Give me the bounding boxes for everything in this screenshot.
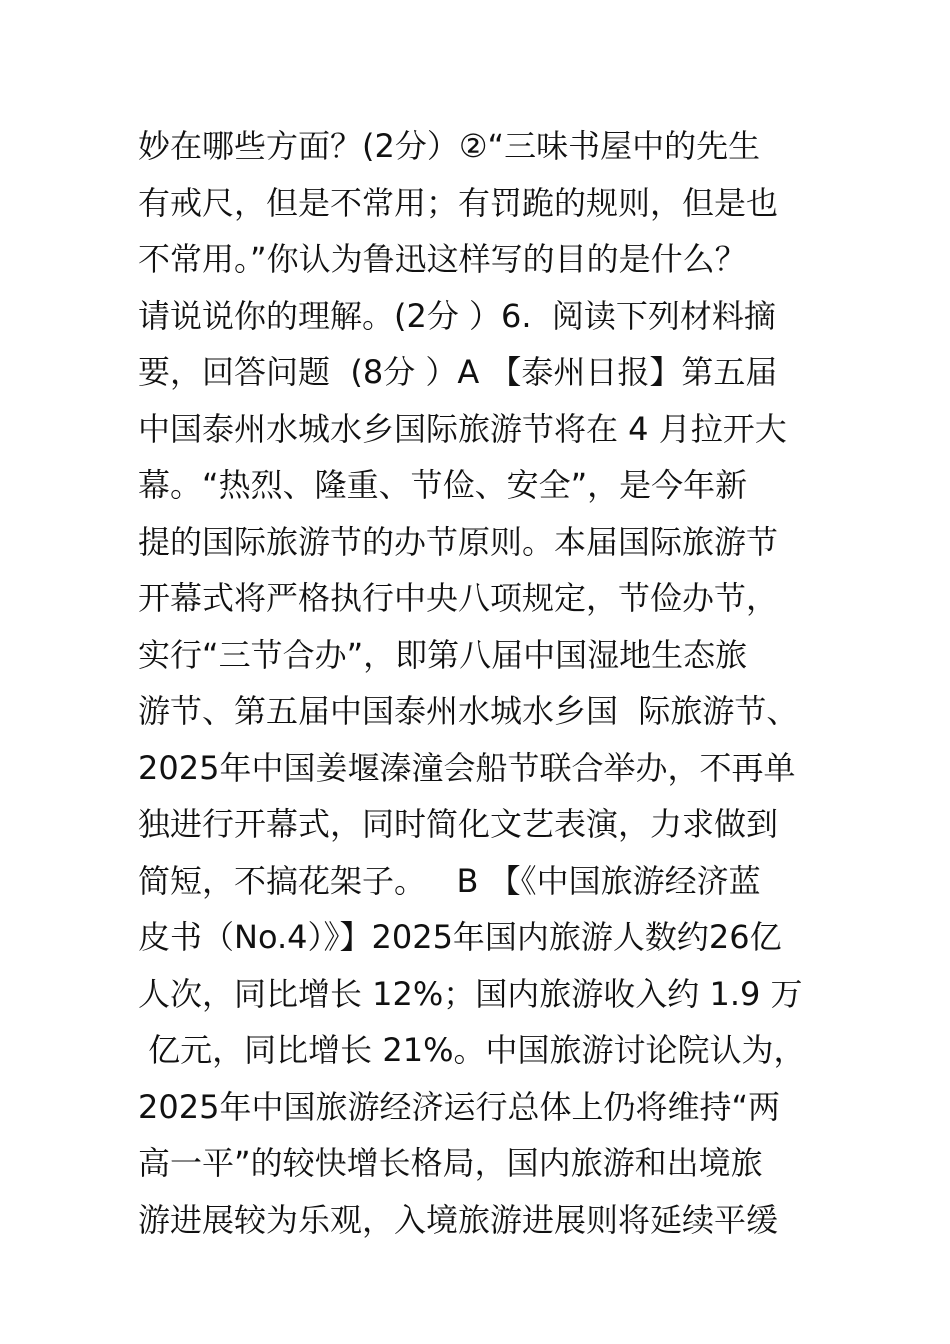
text-line: 实行“三节合办”，即第八届中国湿地生态旅 xyxy=(138,635,748,674)
text-line: 要，回答问题 (8分 ）A 【泰州日报】第五届 xyxy=(138,353,778,391)
body-text xyxy=(138,124,838,1254)
text-line: 开幕式将严格执行中央八项规定，节俭办节， xyxy=(138,579,779,617)
text-line: 简短，不搞花架子。 B 【《中国旅游经济蓝 xyxy=(138,861,761,900)
text-line: 幕。“热烈、隆重、节俭、安全”，是今年新 xyxy=(138,466,748,504)
text-line: 有戒尺，但是不常用；有罚跪的规则，但是也 xyxy=(138,183,779,222)
text-line: 不常用。”你认为鲁迅这样写的目的是什么？ xyxy=(138,240,747,278)
text-line: 人次，同比增长 12%；国内旅游收入约 1.9 万 xyxy=(138,974,803,1013)
text-line: 游节、第五届中国泰州水城水乡国 际旅游节、 xyxy=(138,692,799,730)
text-line: 游进展较为乐观，入境旅游进展则将延续平缓 xyxy=(138,1200,779,1239)
text-line: 2025年中国姜堰溱潼会船节联合举办，不再单 xyxy=(138,748,796,787)
text-line: 皮书（No.4）》】2025年国内旅游人数约26亿 xyxy=(138,918,782,956)
text-line: 独进行开幕式，同时简化文艺表演，力求做到 xyxy=(138,805,779,843)
text-line: 提的国际旅游节的办节原则。本届国际旅游节 xyxy=(138,522,779,561)
text-line: 中国泰州水城水乡国际旅游节将在 4 月拉开大 xyxy=(138,409,787,448)
text-line: 2025年中国旅游经济运行总体上仍将维持“两 xyxy=(138,1087,781,1126)
text-line: 请说说你的理解。(2分 ）6. 阅读下列材料摘 xyxy=(138,296,776,335)
text-line: 高一平”的较快增长格局，国内旅游和出境旅 xyxy=(138,1144,763,1182)
text-line: 亿元，同比增长 21%。中国旅游讨论院认为， xyxy=(138,1031,806,1069)
text-line: 妙在哪些方面？(2分）②“三味书屋中的先生 xyxy=(138,127,761,165)
